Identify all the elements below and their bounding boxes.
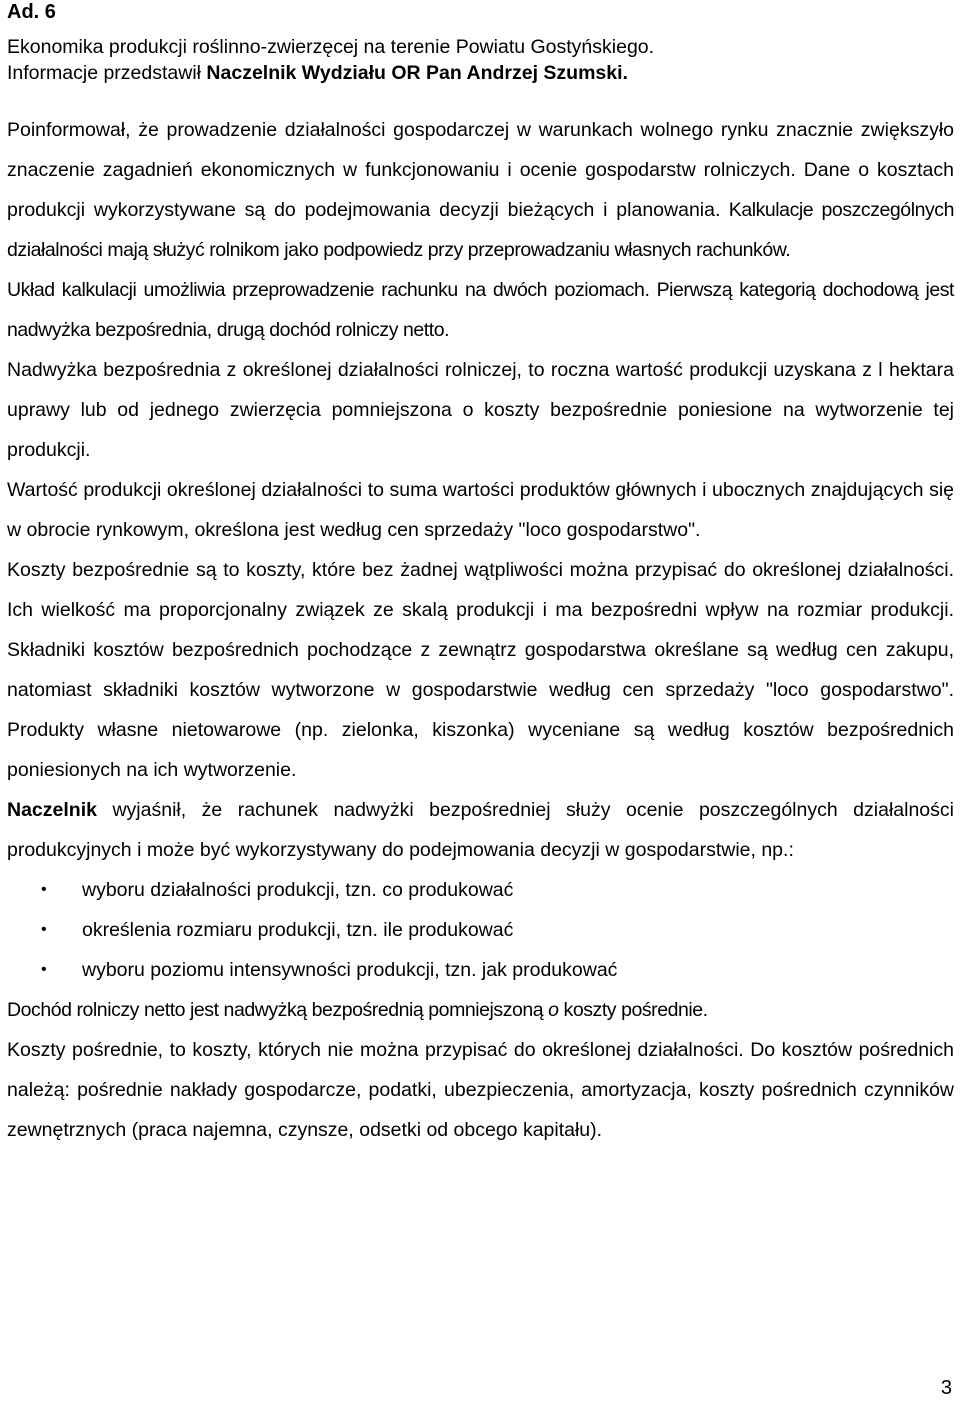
net-income-text-b: koszty pośrednie. bbox=[558, 999, 708, 1021]
list-item-text: wyboru działalności produkcji, tzn. co produkować bbox=[82, 879, 514, 901]
paragraph-head-explanation bbox=[7, 790, 954, 870]
paragraph-calculation-levels: Układ kalkulacji umożliwia przeprowadzenie rachunku na dwóch poziomach. Pierwszą kategorią dochodową jest nadwyżka bezpośrednia, drugą dochód rolniczy netto. bbox=[7, 279, 954, 341]
intro-presenter-line bbox=[7, 60, 957, 86]
intro-block bbox=[7, 34, 957, 86]
net-income-text-a: Dochód rolniczy netto jest nadwyżką bezpośrednią pomniejszoną bbox=[7, 999, 549, 1021]
section-heading: Ad. 6 bbox=[7, 1, 56, 23]
decision-list bbox=[7, 870, 954, 990]
paragraph-economics-main: Poinformował, że prowadzenie działalności gospodarczej w warunkach wolnego rynku znacznie zwiększyło znaczenie zagadnień ekonomicznych w funkcjonowaniu i ocenie gospodarstw rolniczych. Dane o kosztach produkcji wykorzystywane są do podejmowania decyzji bieżących i planowania. bbox=[7, 119, 954, 221]
intro-presenter-prefix: Informacje przedstawił bbox=[7, 62, 207, 84]
head-explanation-text: wyjaśnił, że rachunek nadwyżki bezpośredniej służy ocenie poszczególnych działalności produkcyjnych i może być wykorzystywany do podejmowania decyzji w gospodarstwie, np.: bbox=[7, 799, 954, 861]
document-body bbox=[7, 110, 954, 1150]
paragraph-economics bbox=[7, 110, 954, 270]
paragraph-indirect-costs: Koszty pośrednie, to koszty, których nie można przypisać do określonej działalności. Do kosztów pośrednich należą: pośrednie nakłady gospodarcze, podatki, ubezpieczenia, amortyzacja, koszty pośrednich czynników zewnętrznych (praca najemna, czynsze, odsetki od obcego kapitału). bbox=[7, 1039, 954, 1141]
paragraph-net-income bbox=[7, 990, 954, 1030]
bullet-icon: • bbox=[41, 921, 47, 938]
list-item bbox=[7, 950, 954, 990]
paragraph-production-value: Wartość produkcji określonej działalności to suma wartości produktów głównych i ubocznych znajdujących się w obrocie rynkowym, określona jest według cen sprzedaży "loco gospodarstwo". bbox=[7, 479, 954, 541]
bullet-icon: • bbox=[41, 881, 47, 898]
presenter-name: Naczelnik Wydziału OR Pan Andrzej Szumski. bbox=[206, 62, 628, 84]
list-item bbox=[7, 870, 954, 910]
page-number: 3 bbox=[940, 1377, 952, 1399]
paragraph-direct-surplus: Nadwyżka bezpośrednia z określonej działalności rolniczej, to roczna wartość produkcji uzyskana z l hektara uprawy lub od jednego zwierzęcia pomniejszona o koszty bezpośrednie poniesione na wytworzenie tej produkcji. bbox=[7, 359, 954, 461]
paragraph-economics-calc: Kalkulacje poszczególnych działalności mają służyć rolnikom jako podpowiedz przy przeprowadzaniu własnych rachunków. bbox=[7, 199, 954, 261]
net-income-italic: o bbox=[548, 999, 559, 1021]
bullet-icon: • bbox=[41, 961, 47, 978]
paragraph-direct-costs: Koszty bezpośrednie są to koszty, które bez żadnej wątpliwości można przypisać do określonej działalności. Ich wielkość ma proporcjonalny związek ze skalą produkcji i ma bezpośredni wpływ na rozmiar produkcji. Składniki kosztów bezpośrednich pochodzące z zewnątrz gospodarstwa określane są według cen zakupu, natomiast składniki kosztów wytworzone w gospodarstwie według cen sprzedaży "loco gospodarstwo". Produkty własne nietowarowe (np. zielonka, kiszonka) wyceniane są według kosztów bezpośrednich poniesionych na ich wytworzenie. bbox=[7, 559, 954, 781]
intro-topic-line: Ekonomika produkcji roślinno-zwierzęcej na terenie Powiatu Gostyńskiego. bbox=[7, 36, 655, 58]
list-item bbox=[7, 910, 954, 950]
head-label: Naczelnik bbox=[7, 799, 97, 821]
list-item-text: określenia rozmiaru produkcji, tzn. ile produkować bbox=[82, 919, 514, 941]
list-item-text: wyboru poziomu intensywności produkcji, tzn. jak produkować bbox=[82, 959, 618, 981]
